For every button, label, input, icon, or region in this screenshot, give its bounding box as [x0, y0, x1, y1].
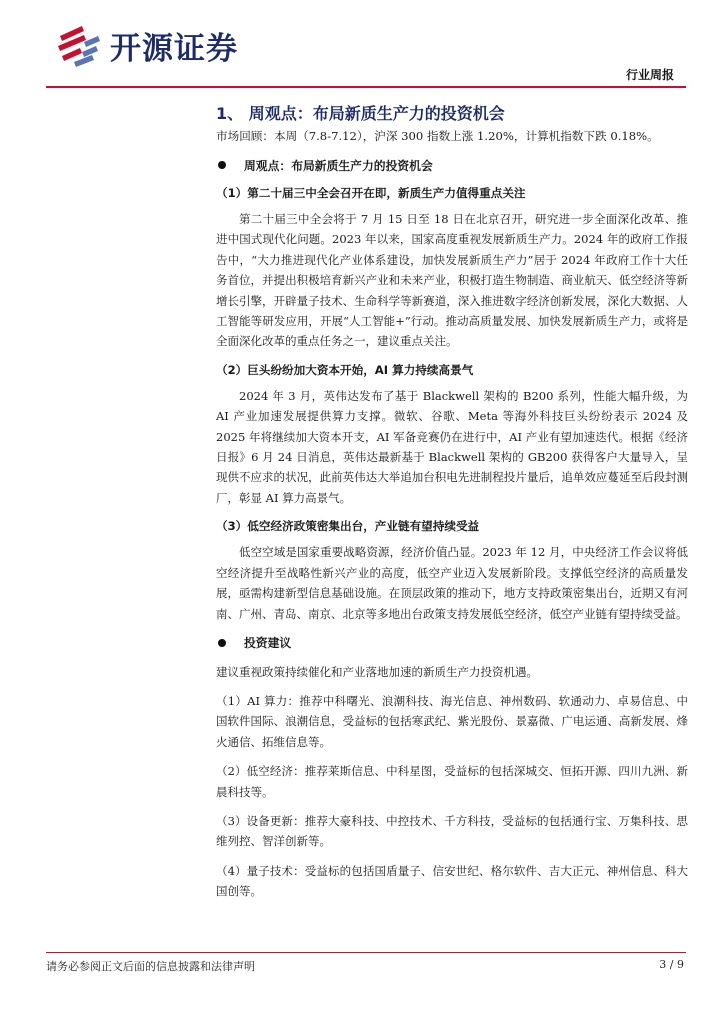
view-heading-1: （1）第二十届三中全会召开在即，新质生产力值得重点关注	[216, 186, 526, 200]
main-content	[216, 100, 688, 902]
footer-divider	[46, 952, 686, 953]
section-title: 1、 周观点：布局新质生产力的投资机会	[216, 104, 505, 123]
investment-advice-bullet	[216, 633, 688, 653]
report-type-tag: 行业周报	[625, 68, 674, 82]
page-number: 3 / 9	[659, 958, 684, 971]
advice-intro: 建议重视政策持续催化和产业落地加速的新质生产力投资机遇。	[216, 664, 538, 679]
bullet-dot-icon	[218, 639, 226, 647]
page-header	[46, 18, 686, 92]
view-paragraph-2: 2024 年 3 月，英伟达发布了基于 Blackwell 架构的 B200 系列，性能大幅升级，为 AI 产业加速发展提供算力支撑。微软、谷歌、Meta 等海外科技巨头纷纷表示 2024 及 2025 年将继续加大资本开支，AI 军备竞赛仍在进行中，AI 产业有望加速迭代。根据《经济日报》6 月 24 日消息，英伟达最新基于 Blackwell 架构的 GB200 获得客户大量导入，呈现供不应求的状况，此前英伟达大举追加台积电先进制程投片量后，追单效应蔓延至后段封测厂，彰显 AI 算力高景气。	[216, 388, 688, 505]
brand-name: 开源证券	[110, 30, 238, 67]
footer-disclaimer: 请务必参阅正文后面的信息披露和法律声明	[46, 960, 255, 973]
market-review: 市场回顾：本周（7.8-7.12），沪深 300 指数上涨 1.20%，计算机指数下跌 0.18%。	[216, 129, 659, 143]
view-paragraph-3: 低空空域是国家重要战略资源，经济价值凸显。2023 年 12 月，中央经济工作会议将低空经济提升至战略性新兴产业的高度，低空产业迈入发展新阶段。支撑低空经济的高质量发展，亟需构建新型信息基础设施。在顶层政策的推动下，地方支持政策密集出台，近期又有河南、广州、青岛、南京、北京等多地出台政策支持发展低空经济，低空产业链有望持续受益。	[216, 545, 688, 621]
view-heading-3: （3）低空经济政策密集出台，产业链有望持续受益	[216, 519, 480, 534]
recommendation-equipment-renewal: （3）设备更新：推荐大豪科技、中控技术、千方科技，受益标的包括通行宝、万集科技、思维列控、智洋创新等。	[216, 813, 688, 849]
recommendation-ai-compute: （1）AI 算力：推荐中科曙光、浪潮科技、海光信息、神州数码、软通动力、卓易信息、中国软件国际、浪潮信息，受益标的包括寒武纪、紫光股份、景嘉微、广电运通、高新发展、烽火通信、拓维信息等。	[216, 693, 688, 749]
view-paragraph-1: 第二十届三中全会将于 7 月 15 日至 18 日在北京召开，研究进一步全面深化改革、推进中国式现代化问题。2023 年以来，国家高度重视发展新质生产力。2024 年的政府工作报告中，“大力推进现代化产业体系建设，加快发展新质生产力”居于 2024 年政府工作十大任务首位，并提出积极培育新兴产业和未来产业，积极打造生物制造、商业航天、低空经济等新增长引擎，开辟量子技术、生命科学等新赛道，深入推进数字经济创新发展，深化大数据、人工智能等研发应用，开展“人工智能+”行动。推动高质量发展、加快发展新质生产力，或将是全面深化改革的重点任务之一，建议重点关注。	[216, 212, 688, 349]
header-divider	[46, 86, 686, 88]
brand-mark-icon	[54, 22, 102, 68]
weekly-view-bullet	[216, 155, 688, 175]
view-heading-2: （2）巨头纷纷加大资本开始，AI 算力持续高景气	[216, 362, 474, 377]
bullet-dot-icon	[218, 161, 226, 169]
recommendation-quantum: （4）量子技术：受益标的包括国盾量子、信安世纪、格尔软件、吉大正元、神州信息、科大国创等。	[216, 863, 688, 899]
recommendation-low-altitude: （2）低空经济：推荐莱斯信息、中科星图，受益标的包括深城交、恒拓开源、四川九洲、新晨科技等。	[216, 764, 688, 799]
brand-logo	[54, 20, 294, 70]
bullet-label: 周观点：布局新质生产力的投资机会	[244, 158, 433, 173]
bullet-label: 投资建议	[244, 636, 292, 651]
